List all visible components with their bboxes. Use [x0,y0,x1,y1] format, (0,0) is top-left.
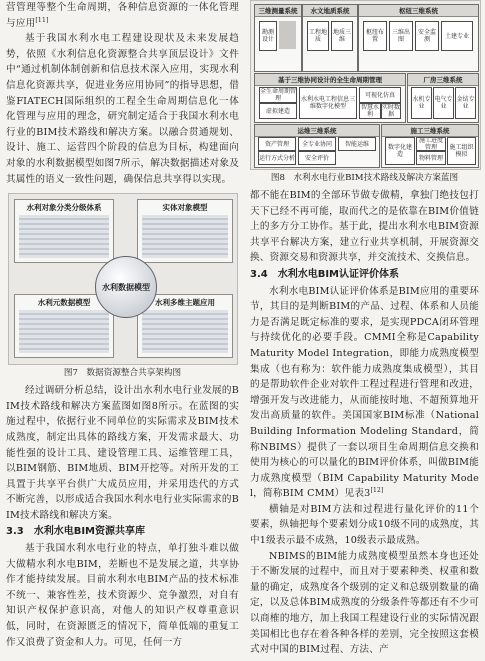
figure-8-bim-roadmap [250,0,481,170]
box-lifecycle-management: 全生命周期管理 [260,88,297,102]
box-intelligent-operation: 智能运维 [338,137,376,151]
box-safety-monitoring: 安全监测 [415,21,439,51]
box-smart-water: 智慧水利 [360,104,379,118]
right-paragraph-3: 横轴是对BIM方法和过程进行量化评价的11个要素，纵轴把每个要素划分成10级不同的成熟度，其中1级表示最不成熟，10级表示最成熟。 [250,503,479,547]
left-paragraph-1: 营管理等整个生命周期，各种信息资源的一体化管理与应用[11] [6,2,239,29]
left-paragraph-3: 经过调研分析总结，设计出水利水电行业发展的BIM技术路线和解决方案蓝图如图8所示。在蓝图的实施过程中，依据行业不同单位的实际需求及BIM技术成熟度，制定出具体的路线方案，开发需求最大、功能性强的设计工具、建设管理工具、运维管理工具，以BIM钢筋、BIM地质、BIM开挖等。对所开发的工具置于共享平台供广大成员应用，并采用迭代的方式不断完善，以形成适合我国水利水电行业实际需求的BIM技术路线和解决方案。 [6,385,239,521]
box-schedule-management: 施工进度管理 [416,137,446,151]
right-paragraph-2: 水利水电BIM认证评价体系是BIM应用的重要环节，其目的是判断BIM的产品、过程、体系和人员能力是否满足既定标准的要求，是实现PDCA闭环管理与持续优化的必要手段。CMMI全称是Capability Maturity Model Integration，即能力成熟度模型集成（也有称为：软件能力成熟度集成模型），其目的是帮助软件企业对软件工程过程进行管理和改进，增强开发与改进能力，从而能按时地、不超预算地开发出高质量的软件。美国国家BIM标准（National Building Information Modeling Standard，简称NBIMS）提供了一套以项目生命周期信息交换和使用为核心的可以量化的BIM评价体系，叫做BIM能力成熟度模型（BIM Capability Maturity Model，简称BIM CMM）见表3[12] [250,285,479,500]
box-organization-simulation: 施工组织模拟 [447,137,476,165]
box-electrical: 电气专业 [433,87,454,119]
panel-entity-model: 实体对象模型 [137,199,233,263]
box-material-management: 物料管理 [416,151,446,165]
panel-multidimensional-application: 水利多维主题应用 [137,294,233,358]
reference-11: [11] [35,16,49,24]
box-operation-analysis: 运行方式分析 [258,151,296,165]
region-operation: 运维三维系统 [254,124,380,168]
panel-object-classification: 水利对象分类分级体系 [14,199,114,263]
section-3-4-heading: 3.4 水利水电BIM认证评价体系 [250,268,400,280]
box-metal-structure: 金结专业 [455,87,476,119]
reference-12: [12] [370,487,384,495]
panel-metadata-model: 水利元数据模型 [14,294,114,358]
box-real-time-data: 实时数据 [382,104,401,118]
box-hydraulic-machinery: 水机专业 [411,87,432,119]
right-paragraph-1: 都不能在BIM的全部环节做专做精，拿独门绝技包打天下已经不再可能，取而代之的是依靠在BIM价值链上的多方分工协作。基于此，提出水利水电BIM资源共享平台解决方案，建立行业共享机制，开展资源交换、资源交易和资源共享，并交流技术、交换信息。 [250,190,479,264]
box-civil-engineering: 土建专业 [441,21,473,51]
right-column [250,0,479,658]
region-powerhouse: 厂房三维系统 [407,73,479,123]
box-digital-construction: 数字化建造 [385,137,415,165]
left-paragraph-2: 基于我国水利水电工程建设现状及未来发展趋势，依照《水利信息化资源整合共享顶层设计》文件中“通过机制体制创新和信息技术深入应用，实现水利信息化资源共享，促进业务应用协同”的指导思想，借鉴FIATECH国际组织的工程全生命周期信息化一体化管理与应用的理念，研究制定适合于我国水利水电行业的BIM技术路线和解决方案。以融合贯通规划、设计、施工、运营四个阶段的信息为目标，构建面向对象的水利数据模型如图7所示，解决数据描述对象及其属性的语义一致性问题，确保信息共享得以实现。 [6,33,239,185]
region-survey: 三维测量系统 [254,4,302,72]
region-hydrogeology: 水文地质系统 [302,4,358,72]
region-lifecycle-management: 基于三维协同设计的全生命周期管理 [254,73,406,123]
box-geology-3d: 地质三维 [331,21,353,51]
right-paragraph-4: NBIMS的BIM能力成熟度模型虽然本身也还处于不断发展的过程中，而且对于要素种类、权重和数量的确定，成熟度各个级别的定义和总级别数量的确定，以及总体BIM成熟度的分级条件等都还有不少可以商榷的地方，加上我国工程建设行业的实际情况跟美国相比也存在着各种各样的差别，完全按照这套模式对中国的BIM过程、方法、产 [250,550,479,656]
section-3-3-heading: 3.3 水利水电BIM资源共享库 [6,526,146,538]
figure-8-caption: 图8 水利水电行业BIM技术路线及解决方案蓝图 [270,173,459,183]
left-column [6,0,239,650]
box-hub-layout: 枢纽布置 [363,21,387,51]
figure-7-architecture-diagram [8,193,238,365]
box-full-collaboration: 全专业协同 [298,137,336,151]
box-survey-design: 勘测设计 [259,21,277,51]
box-visual-simulation: 可视化仿真 [359,87,401,103]
box-3d-digital-model: 水利水电工程信息三维数字化模型 [299,87,357,119]
water-data-model-hub: 水利数据模型 [95,256,157,318]
figure-7-caption: 图7 数据资源整合共享架构图 [63,368,182,379]
region-hub-layout: 枢纽三维系统 [358,4,479,72]
box-engineering-geology: 工程地质 [307,21,329,51]
box-3d-drawing: 三维出图 [389,21,413,51]
box-safety-evaluation: 安全评价 [298,151,336,165]
box-virtual-construction: 虚拟建造 [259,103,297,119]
box-asset-management: 资产管理 [258,137,296,151]
region-construction: 施工三维系统 [381,124,479,168]
left-paragraph-4: 基于我国水利水电行业的特点，单打独斗难以做大做精水利水电BIM，差断也不是发展之道，共享协作才能持续发展。目前水利水电BIM产品的技术标准不统一、兼容性差，技术资源少、竞争激烈，对自有知识产权保护意识高，对他人的知识产权尊重意识低，同时，在资源匮乏的情况下，简单低端的重复工作又浪费了资金和人力。可见，任何一方 [6,543,239,648]
